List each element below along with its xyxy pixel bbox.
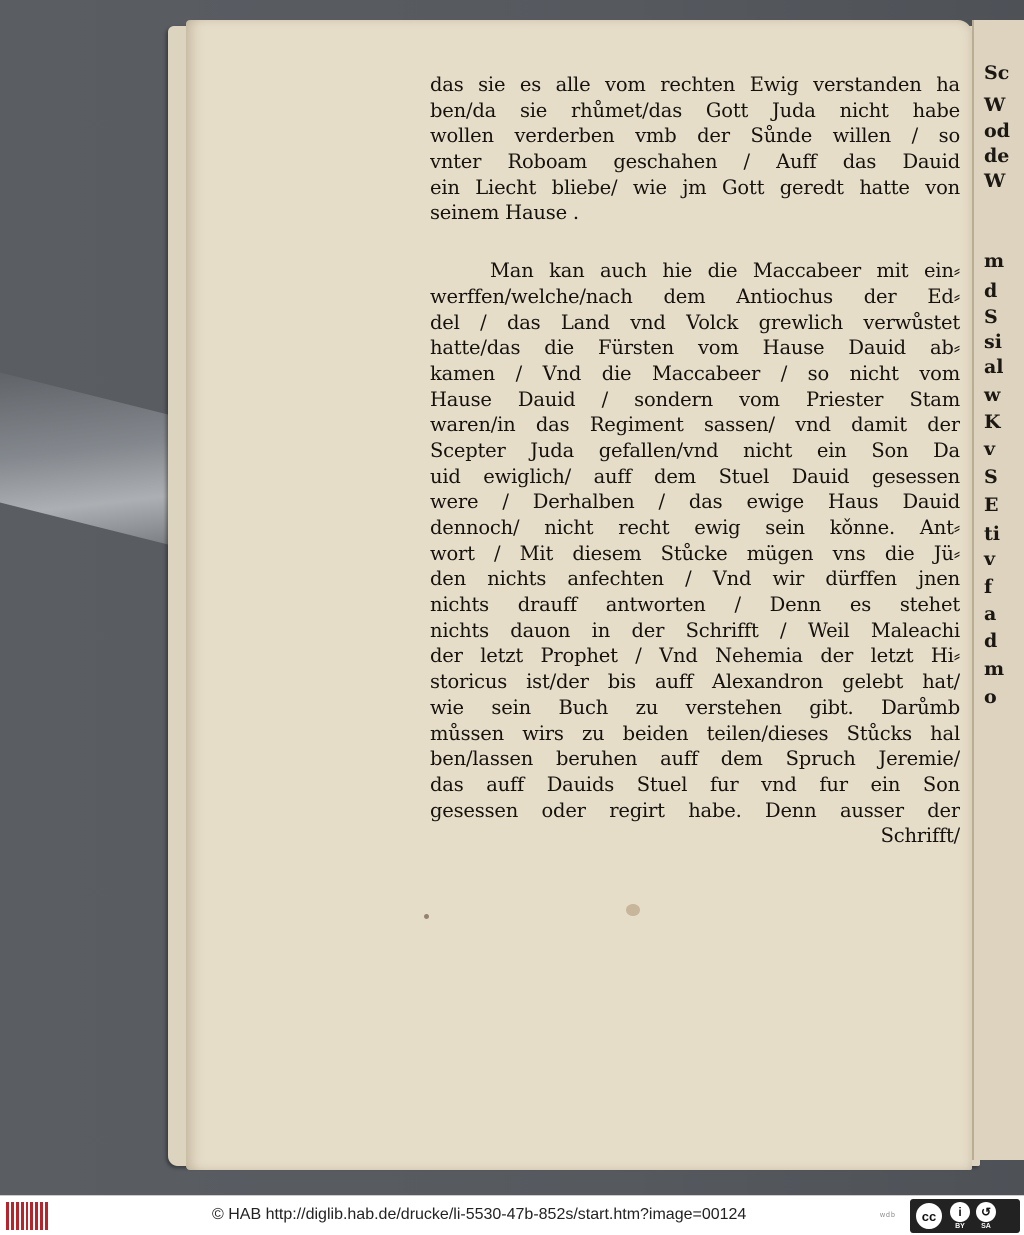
cc-icon: cc [914, 1201, 944, 1231]
next-page-text-fragment: w [984, 384, 1001, 406]
text-line: nichts drauff antworten / Denn es stehet [430, 593, 960, 617]
text-line: Hause Dauid / sondern vom Priester Stam [430, 387, 960, 411]
text-line: den nichts anfechten / Vnd wir dürffen jnen [430, 567, 960, 591]
text-line: můssen wirs zu beiden teilen/dieses Stůcks hal [430, 721, 960, 745]
text-line: wie sein Buch zu verstehen gibt. Darůmb [430, 695, 960, 719]
next-page-text-fragment: W [984, 94, 1006, 116]
next-page-text-fragment: si [984, 331, 1002, 353]
next-page-text-fragment: W [984, 170, 1006, 192]
paper-stain [424, 914, 429, 919]
hab-logo [6, 1202, 48, 1230]
next-page-text-fragment: m [984, 250, 1005, 272]
text-line: gesessen oder regirt habe. Denn ausser der [430, 798, 960, 822]
text-line: were / Derhalben / das ewige Haus Dauid [430, 490, 960, 514]
paragraph [430, 258, 960, 823]
text-line: der letzt Prophet / Vnd Nehemia der letzt Hi⸗ [430, 644, 960, 668]
next-page-text-fragment: d [984, 280, 998, 302]
next-page-text-fragment: K [984, 411, 1001, 433]
next-page-text-fragment: f [984, 576, 993, 598]
text-line: del / das Land vnd Volck grewlich verwůstet [430, 310, 960, 334]
text-line: Man kan auch hie die Maccabeer mit ein⸗ [490, 259, 960, 283]
text-line: uid ewiglich/ auff dem Stuel Dauid gesessen [430, 464, 960, 488]
footer-bar [0, 1195, 1024, 1235]
text-line: wollen verderben vmb der Sůnde willen / so [430, 124, 960, 148]
next-page-edge [972, 20, 1024, 1160]
cc-license-badge[interactable] [910, 1199, 1020, 1233]
text-line: Scepter Juda gefallen/vnd nicht ein Son Da [430, 438, 960, 462]
sa-icon: ↺ SA [976, 1202, 996, 1230]
next-page-text-fragment: m [984, 658, 1005, 680]
text-line: nichts dauon in der Schrifft / Weil Maleachi [430, 618, 960, 642]
text-line: ben/da sie rhůmet/das Gott Juda nicht habe [430, 98, 960, 122]
by-icon: i BY [950, 1202, 970, 1230]
next-page-text-fragment: al [984, 356, 1004, 378]
paper-stain [626, 904, 640, 916]
text-line: storicus ist/der bis auff Alexandron gelebt hat/ [430, 670, 960, 694]
next-page-text-fragment: ti [984, 523, 1000, 545]
text-line: kamen / Vnd die Maccabeer / so nicht vom [430, 361, 960, 385]
next-page-text-fragment: S [984, 306, 998, 328]
wdb-tag: wdb [880, 1212, 896, 1219]
paragraph [430, 72, 960, 226]
next-page-text-fragment: de [984, 145, 1010, 167]
catchword: Schrifft/ [880, 824, 960, 848]
text-line: ben/lassen beruhen auff dem Spruch Jeremie/ [430, 747, 960, 771]
page-text [430, 72, 960, 849]
text-line: das sie es alle vom rechten Ewig verstanden ha [430, 73, 960, 96]
text-line: hatte/das die Fürsten vom Hause Dauid ab⸗ [430, 336, 960, 360]
next-page-text-fragment: a [984, 603, 997, 625]
next-page-text-fragment: Sc [984, 62, 1010, 84]
next-page-text-fragment: od [984, 120, 1010, 142]
text-line: werffen/welche/nach dem Antiochus der Ed⸗ [430, 284, 960, 308]
text-line: waren/in das Regiment sassen/ vnd damit der [430, 413, 960, 437]
next-page-text-fragment: v [984, 548, 996, 570]
next-page-text-fragment: v [984, 438, 996, 460]
next-page-text-fragment: o [984, 686, 997, 708]
next-page-text-fragment: E [984, 494, 999, 516]
text-line: wort / Mit diesem Stůcke mügen vns die Jü⸗ [430, 541, 960, 565]
text-line: das auff Dauids Stuel fur vnd fur ein Son [430, 772, 960, 796]
text-line: seinem Hause . [430, 201, 579, 225]
attribution-link[interactable]: © HAB http://diglib.hab.de/drucke/li-5530-47b-852s/start.htm?image=00124 [212, 1206, 747, 1223]
text-line: dennoch/ nicht recht ewig sein kǒnne. Ant⸗ [430, 516, 960, 539]
text-line: vnter Roboam geschahen / Auff das Dauid [430, 150, 960, 174]
next-page-text-fragment: S [984, 466, 998, 488]
next-page-text-fragment: d [984, 630, 998, 652]
text-line: ein Liecht bliebe/ wie jm Gott geredt hatte von [430, 175, 960, 199]
